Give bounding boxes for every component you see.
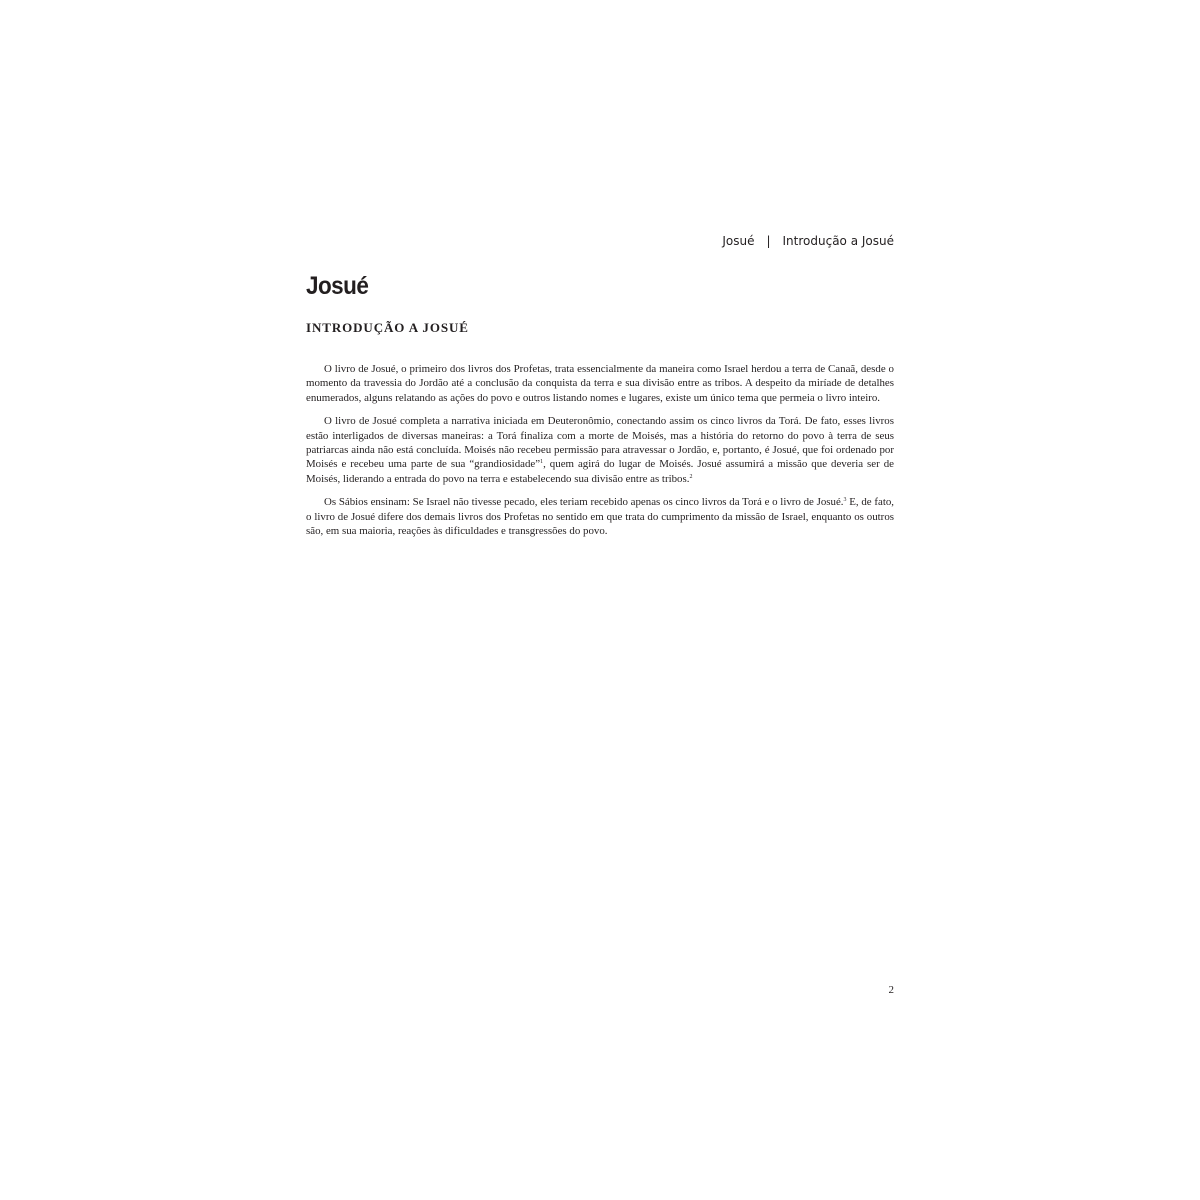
book-title: Josué [306, 272, 369, 300]
paragraph-2 [306, 414, 894, 486]
paragraph-2-text-a: O livro de Josué completa a narrativa iniciada em Deuteronômio, conectando assim os cinco livros da Torá. De fato, esses livros estão interligados de diversas maneiras: a Torá finaliza com a morte de Moisés, mas a história do retorno do povo à terra de seus patriarcas ainda não está concluída. Moisés não recebeu permissão para atravessar o Jordão, e, portanto, é Josué, que foi ordenado por Moisés e recebeu uma parte de sua “grandiosidade” [306, 415, 894, 471]
footnote-ref-1: 1 [540, 459, 544, 466]
running-header [722, 234, 894, 248]
paragraph-1-text: O livro de Josué, o primeiro dos livros dos Profetas, trata essencialmente da maneira como Israel herdou a terra de Canaã, desde o momento da travessia do Jordão até a conclusão da conquista da terra e sua divisão entre as tribos. A despeito da miríade de detalhes enumerados, alguns relatando as ações do povo e outros listando nomes e lugares, existe um único tema que permeia o livro inteiro. [306, 363, 894, 404]
footnote-ref-2: 2 [689, 473, 693, 480]
footnote-ref-3: 3 [843, 497, 847, 504]
paragraph-1 [306, 362, 894, 405]
running-header-separator: | [766, 234, 771, 248]
paragraph-2-text-b: , quem agirá do lugar de Moisés. Josué assumirá a missão que deveria ser de Moisés, liderando a entrada do povo na terra e estabelecendo sua divisão entre as tribos. [306, 458, 894, 485]
paragraph-3 [306, 495, 894, 538]
running-header-book: Josué [722, 234, 755, 248]
page-number: 2 [888, 984, 894, 996]
paragraph-3-text-a: Os Sábios ensinam: Se Israel não tivesse pecado, eles teriam recebido apenas os cinco livros da Torá e o livro de Josué. [324, 496, 844, 509]
running-header-section: Introdução a Josué [782, 234, 894, 248]
body-text [306, 362, 894, 547]
paragraph-3-text-b: E, de fato, o livro de Josué difere dos demais livros dos Profetas no sentido em que trata do cumprimento da missão de Israel, enquanto os outros são, em sua maioria, reações às dificuldades e transgressões do povo. [306, 496, 895, 538]
section-heading: INTRODUÇÃO A JOSUÉ [306, 320, 469, 335]
